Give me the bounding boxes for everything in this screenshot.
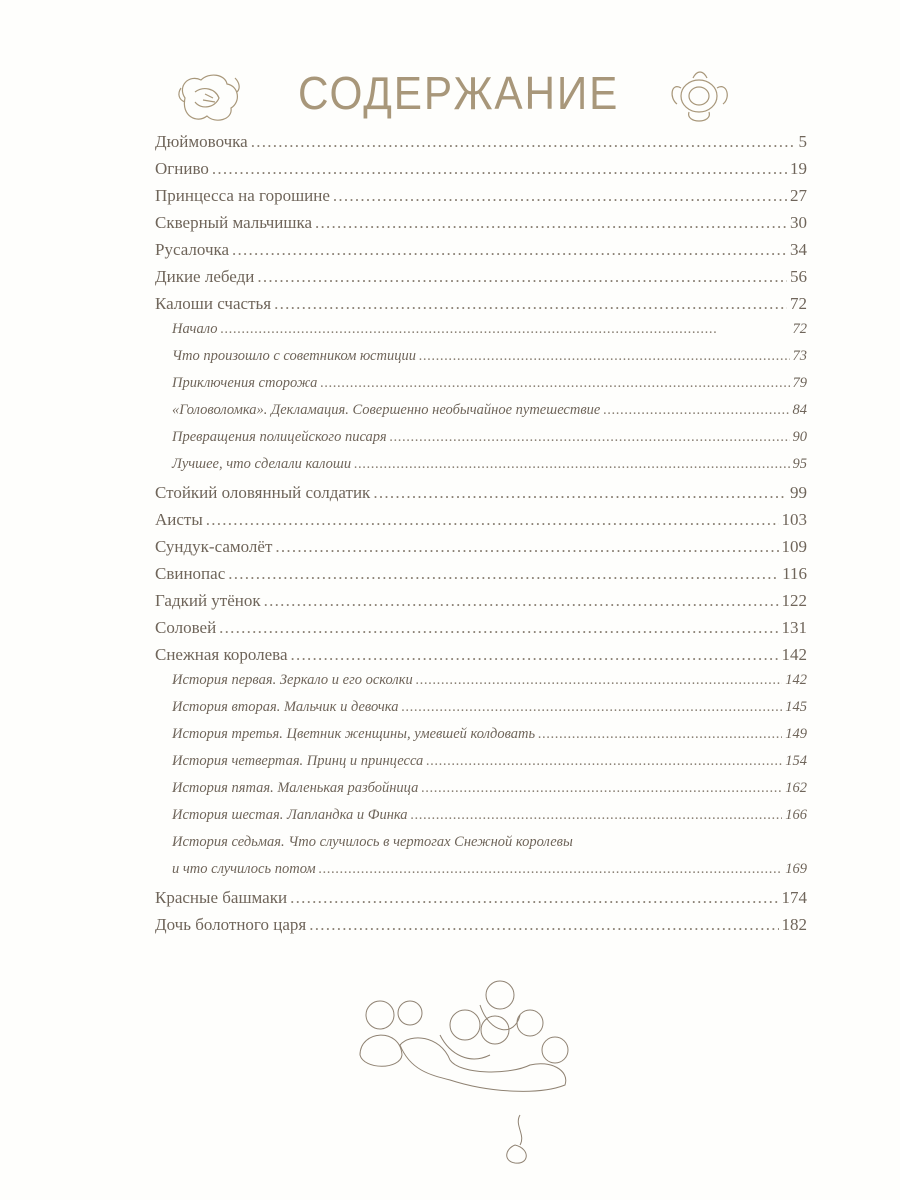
toc-subentry [155,348,807,375]
dot-leader [401,699,782,716]
toc-subentry [155,834,807,861]
toc-subentry [155,375,807,402]
dot-leader [426,753,782,770]
page-number: 169 [785,861,807,877]
entry-title: Приключения сторожа [172,375,318,391]
dot-leader [373,483,787,503]
entry-title: Дюймовочка [155,132,248,151]
entry-title: Красные башмаки [155,888,288,907]
entry-title: Русалочка [155,240,230,259]
toc-entry [155,132,807,159]
entry-title: История третья. Цветник женщины, умевшей колдовать [172,726,536,742]
children-illustration [340,975,580,1185]
toc-entry [155,294,807,321]
toc-entry [155,564,807,591]
toc-subentry [155,429,807,456]
entry-title: Начало [172,321,218,337]
page-number: 182 [781,915,807,934]
entry-title: История пятая. Маленькая разбойница [172,780,419,796]
entry-title: Что произошло с советником юстиции [172,348,416,364]
page-number: 154 [785,753,807,769]
dot-leader [419,348,790,365]
dot-leader [206,510,779,530]
dot-leader [309,915,778,935]
entry-title: Снежная королева [155,645,288,664]
toc-subentry [155,672,807,699]
toc-subentry [155,456,807,483]
entry-title: Дочь болотного царя [155,915,307,934]
entry-title: Сундук-самолёт [155,537,273,556]
entry-title: и что случилось потом [172,861,316,877]
entry-title: Дикие лебеди [155,267,255,286]
page-number: 72 [790,294,807,313]
dot-leader [220,321,789,338]
dot-leader [212,159,787,179]
page-number: 116 [782,564,807,583]
page-title: СОДЕРЖАНИЕ [298,67,620,119]
page-number: 131 [781,618,807,637]
page-number: 19 [790,159,807,178]
toc-subentry [155,699,807,726]
dot-leader [291,645,779,665]
dot-leader [274,294,787,314]
page-number: 5 [798,132,807,151]
dot-leader [264,591,779,611]
entry-title: Превращения полицейского писаря [172,429,387,445]
dot-leader [319,861,783,878]
toc-entry [155,915,807,942]
toc-subentry [155,753,807,780]
dot-leader [320,375,789,392]
dot-leader [603,402,789,419]
entry-title: Калоши счастья [155,294,272,313]
toc-entry [155,267,807,294]
toc-entry [155,483,807,510]
page-number: 84 [792,402,807,418]
page-number: 72 [792,321,807,337]
page-number: 90 [792,429,807,445]
page-number: 149 [785,726,807,742]
ornament-right-icon [665,68,735,132]
entry-title: Стойкий оловянный солдатик [155,483,371,502]
entry-title: История седьмая. Что случилось в чертогах Снежной королевы [172,834,573,850]
toc-entry [155,510,807,537]
title-row [170,62,730,132]
entry-title: Принцесса на горошине [155,186,330,205]
toc-entry [155,888,807,915]
toc-subentry [155,861,807,888]
page-number: 95 [792,456,807,472]
entry-title: История первая. Зеркало и его осколки [172,672,413,688]
toc-entry [155,645,807,672]
toc-subentry [155,726,807,753]
page-number: 145 [785,699,807,715]
page-number: 174 [781,888,807,907]
entry-title: Гадкий утёнок [155,591,261,610]
page-number: 162 [785,780,807,796]
toc-subentry [155,321,807,348]
page-number: 73 [792,348,807,364]
toc-entry [155,591,807,618]
entry-title: История вторая. Мальчик и девочка [172,699,399,715]
entry-title: Огниво [155,159,209,178]
dot-leader [232,240,787,260]
dot-leader [219,618,778,638]
entry-title: Скверный мальчишка [155,213,313,232]
entry-title: История шестая. Лапландка и Финка [172,807,408,823]
dot-leader [290,888,778,908]
page-number: 56 [790,267,807,286]
entry-title: Свинопас [155,564,226,583]
page-number: 30 [790,213,807,232]
toc-subentry [155,780,807,807]
entry-title: Соловей [155,618,217,637]
toc-entry [155,186,807,213]
page-number: 79 [792,375,807,391]
page-number: 142 [781,645,807,664]
page-number: 109 [781,537,807,556]
dot-leader [275,537,778,557]
dot-leader [421,780,782,797]
page-number: 103 [781,510,807,529]
dot-leader [333,186,787,206]
toc-entry [155,213,807,240]
dot-leader [228,564,779,584]
entry-title: История четвертая. Принц и принцесса [172,753,424,769]
toc-entry [155,240,807,267]
dot-leader [315,213,787,233]
entry-title: Лучшее, что сделали калоши [172,456,352,472]
toc-entry [155,159,807,186]
entry-title: Аисты [155,510,203,529]
dot-leader [354,456,789,473]
ornament-left-icon [175,68,245,128]
dot-leader [411,807,783,824]
page-number: 142 [785,672,807,688]
dot-leader [257,267,787,287]
dot-leader [251,132,796,152]
page-number: 27 [790,186,807,205]
page-number: 166 [785,807,807,823]
toc-subentry [155,807,807,834]
dot-leader [538,726,782,743]
toc-entry [155,537,807,564]
table-of-contents [155,132,807,942]
toc-subentry [155,402,807,429]
page-number: 99 [790,483,807,502]
page-number: 34 [790,240,807,259]
dot-leader [416,672,782,689]
dot-leader [390,429,790,446]
page-number: 122 [781,591,807,610]
toc-entry [155,618,807,645]
entry-title: «Головоломка». Декламация. Совершенно необычайное путешествие [172,402,601,418]
